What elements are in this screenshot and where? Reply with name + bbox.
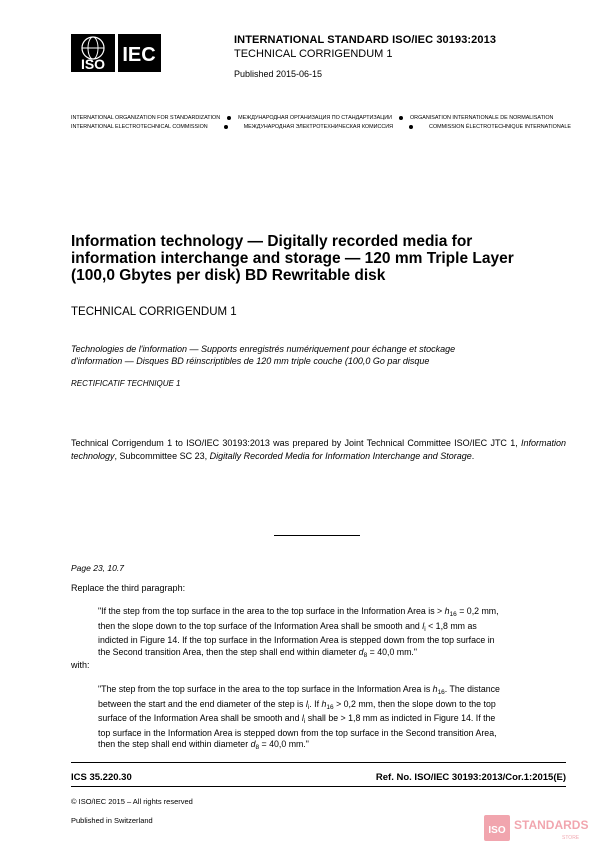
copyright-notice: © ISO/IEC 2015 – All rights reserved [71,797,193,806]
footer-bottom-rule [71,786,566,787]
logo-iso-text: ISO [80,56,106,72]
french-title: Technologies de l'information — Supports enregistrés numériquement pour échange et stockage d'information — Disques BD réinscriptibles de 120 mm triple couche (100,0 Go par disque [71,344,456,366]
footer-top-rule [71,762,566,763]
amendment-location: Page 23, 10.7 [71,563,124,573]
published-date: Published 2015-06-15 [234,69,323,79]
corrigendum-label: TECHNICAL CORRIGENDUM 1 [234,48,393,60]
amendment-instruction: Replace the third paragraph: [71,583,186,593]
ics-code: ICS 35.220.30 [71,772,132,783]
store-badge-iso: ISO [488,825,506,836]
new-paragraph-quote: "The step from the top surface in the area to the top surface in the Information Area is $h_{16}$. The distance between the start and the end diameter of the step is $l_i$. If $h_{16} > 0,2$ mm, then the slope down to the top surface of the Information Area shall be smooth and $l_i$ shall be > 1,8 mm as indicted in Figure 14. If the top surface in the Information Area is stepped down from the top surface in the Second transition Area, then the step shall end within diameter $d_8 = 40,0$ mm." [98,684,500,751]
french-corrigendum: RECTIFICATIF TECHNIQUE 1 [71,379,181,388]
document-title: Information technology — Digitally recorded media for information interchange and storage — 120 mm Triple Layer (100,0 Gbytes per disk) BD Rewritable disk [71,233,514,284]
org-iso-en: INTERNATIONAL ORGANIZATION FOR STANDARDIZATION [71,115,221,121]
organizations-row-1 [71,115,553,121]
with-label: with: [71,660,90,670]
corrigendum-heading: TECHNICAL CORRIGENDUM 1 [71,306,237,318]
org-iec-en: INTERNATIONAL ELECTROTECHNICAL COMMISSION [71,124,208,130]
org-iec-fr: COMMISSION ÉLECTROTECHNIQUE INTERNATIONALE [429,124,571,130]
org-iec-ru: МЕЖДУНАРОДНАЯ ЭЛЕКТРОТЕХНИЧЕСКАЯ КОМИССИЯ [243,124,394,130]
org-iso-ru: МЕЖДУНАРОДНАЯ ОРГАНИЗАЦИЯ ПО СТАНДАРТИЗАЦИИ [238,115,392,121]
store-badge-text: STANDARDS [514,818,589,832]
published-in: Published in Switzerland [71,816,153,825]
logo-iec-text: IEC [122,44,156,66]
org-iso-fr: ORGANISATION INTERNATIONALE DE NORMALISATION [409,115,554,121]
iso-iec-logo [71,34,161,72]
old-paragraph-quote: "If the step from the top surface in the area to the top surface in the Information Area is > $h_{16} = 0,2$ mm, then the slope down to the top surface of the Information Area shall be smooth and $l_i < 1,8$ mm as indicted in Figure 14. If the top surface in the Information Area is stepped down from the top surface in the Second transition Area, then the step shall end within diameter $d_8 = 40,0$ mm." [98,606,499,659]
separator-rule [274,535,360,536]
iso-standards-store-badge[interactable] [484,813,592,843]
store-badge-sub: STORE [562,835,580,841]
intro-paragraph: Technical Corrigendum 1 to ISO/IEC 30193:2013 was prepared by Joint Technical Committee ISO/IEC JTC 1, Information technology, Subcommittee SC 23, Digitally Recorded Media for Information Interchange and Storage. [71,438,566,461]
reference-number: Ref. No. ISO/IEC 30193:2013/Cor.1:2015(E) [375,772,566,783]
organizations-row-2 [71,124,571,130]
standard-title: INTERNATIONAL STANDARD ISO/IEC 30193:2013 [234,34,497,46]
